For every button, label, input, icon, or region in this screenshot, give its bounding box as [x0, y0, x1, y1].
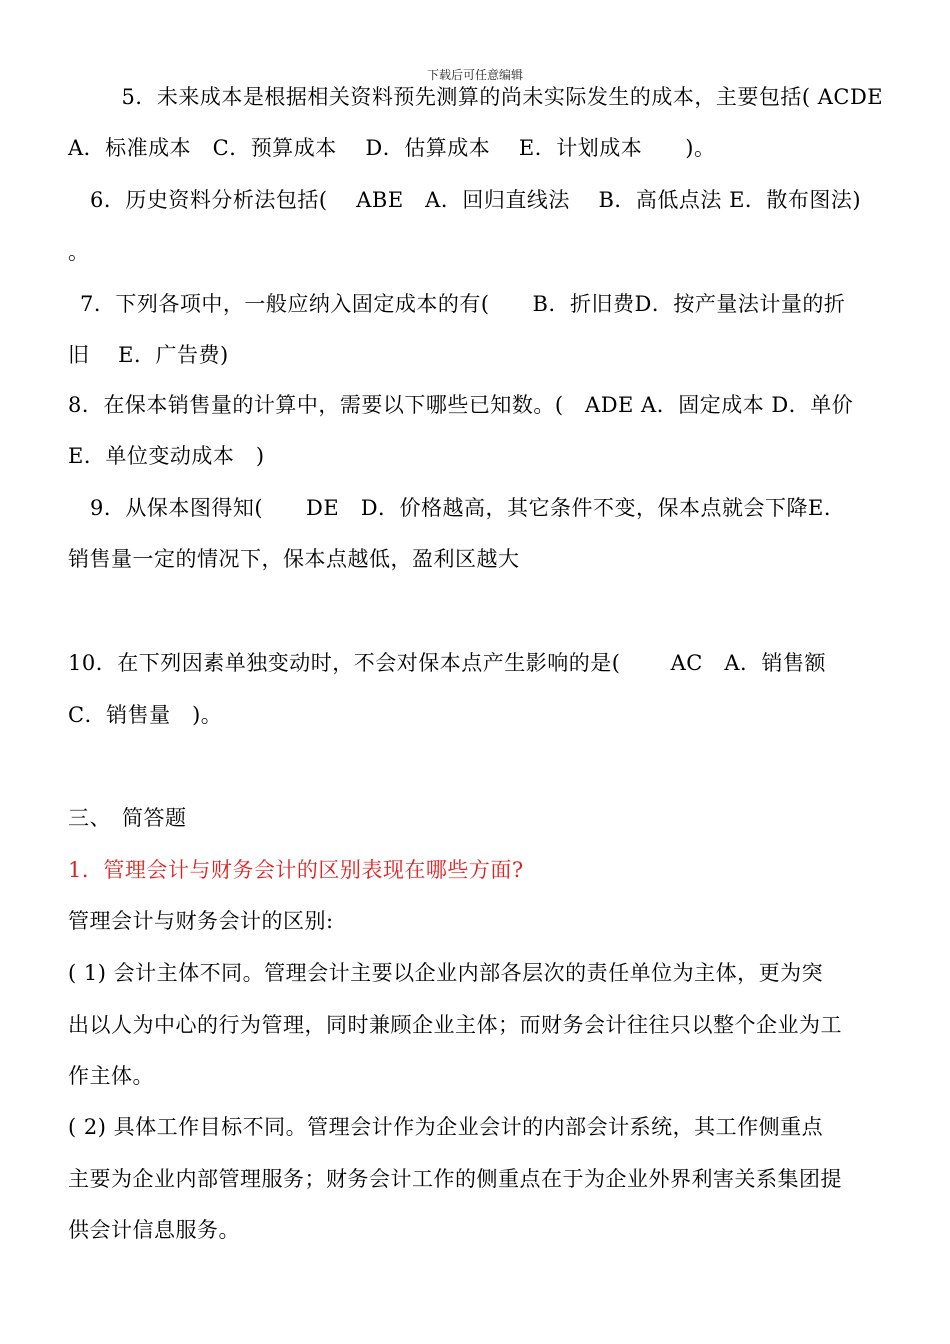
- text-line: 作主体。: [68, 1064, 154, 1088]
- page-header-note: 下载后可任意编辑: [426, 68, 523, 82]
- text-line: 。: [68, 240, 90, 264]
- text-line: 销售量一定的情况下，保本点越低，盈利区越大: [68, 547, 520, 571]
- text-line: 出以人为中心的行为管理，同时兼顾企业主体；而财务会计往往只以整个企业为工: [68, 1013, 842, 1037]
- text-line: A．标准成本 C．预算成本 D．估算成本 E．计划成本 )。: [68, 136, 716, 160]
- text-line: 8．在保本销售量的计算中，需要以下哪些已知数。( ADE A．固定成本 D．单价: [68, 393, 854, 417]
- text-line: 6．历史资料分析法包括( ABE A．回归直线法 B．高低点法 E．散布图法): [90, 188, 862, 212]
- text-line: 7．下列各项中，一般应纳入固定成本的有( B．折旧费D．按产量法计量的折: [80, 292, 846, 316]
- text-line: 10．在下列因素单独变动时，不会对保本点产生影响的是( AC A．销售额: [68, 651, 826, 675]
- text-line: 旧 E．广告费): [68, 343, 229, 367]
- section-heading: 三、 简答题: [68, 806, 187, 830]
- text-line: E．单位变动成本 ): [68, 444, 265, 468]
- text-line: ( 1) 会计主体不同。管理会计主要以企业内部各层次的责任单位为主体，更为突: [68, 961, 824, 985]
- text-line: C．销售量 )。: [68, 703, 223, 727]
- text-line: 管理会计与财务会计的区别:: [68, 909, 334, 933]
- text-line: 主要为企业内部管理服务；财务会计工作的侧重点在于为企业外界利害关系集团提: [68, 1167, 842, 1191]
- text-line: 5．未来成本是根据相关资料预先测算的尚未实际发生的成本，主要包括( ACDE: [100, 85, 884, 109]
- text-line: 供会计信息服务。: [68, 1218, 240, 1242]
- text-line: ( 2) 具体工作目标不同。管理会计作为企业会计的内部会计系统，其工作侧重点: [68, 1115, 824, 1139]
- text-line: 9．从保本图得知( DE D．价格越高，其它条件不变，保本点就会下降E．: [90, 496, 846, 520]
- question-title: 1．管理会计与财务会计的区别表现在哪些方面?: [68, 858, 524, 882]
